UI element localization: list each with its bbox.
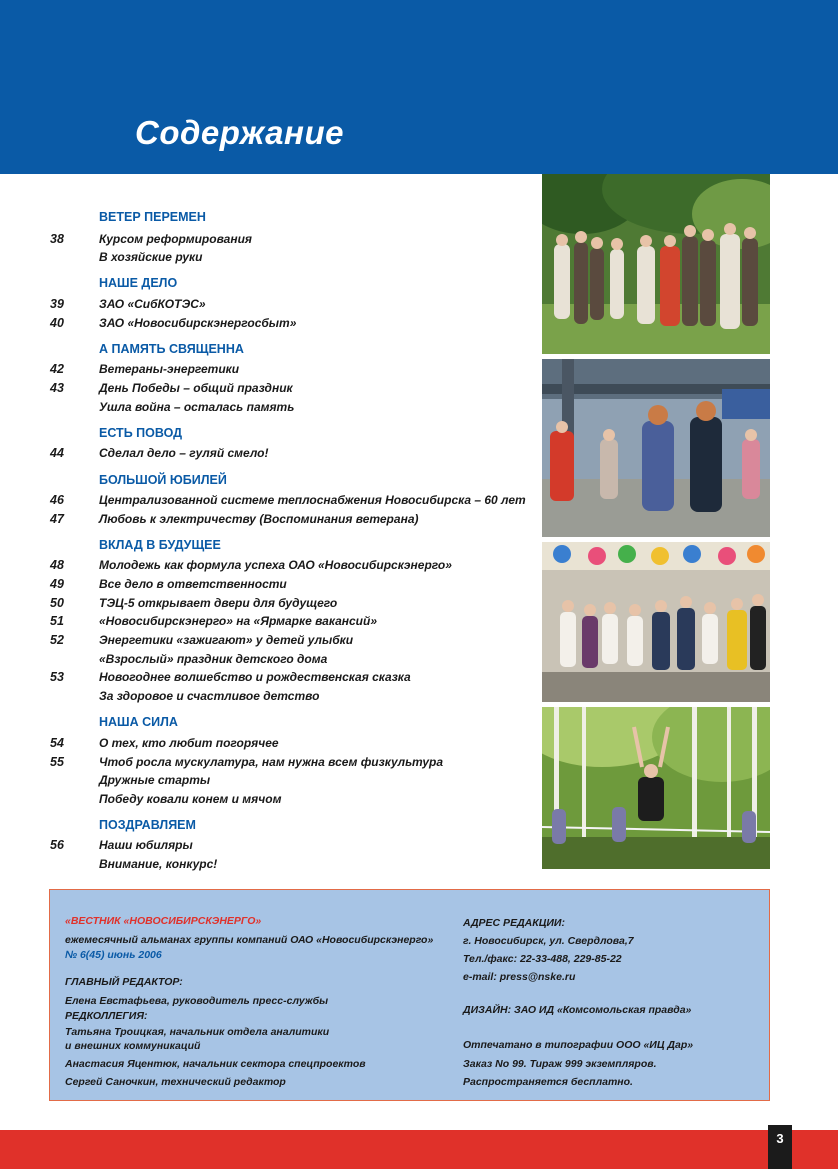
toc-entry-title: Победу ковали конем и мячом [99,792,282,806]
toc-entry-title: ТЭЦ-5 открывает двери для будущего [99,596,338,610]
toc-entry-title: Все дело в ответственности [99,577,287,591]
editorial-board-label: РЕДКОЛЛЕГИЯ: [65,1010,148,1022]
chief-editor: Елена Евстафьева, руководитель пресс-службы [65,995,329,1007]
toc-entry[interactable] [0,689,540,707]
toc-entry-title: Внимание, конкурс! [99,857,218,871]
victory-day-photo [542,359,770,537]
toc-entry[interactable] [0,446,540,464]
toc-entry[interactable] [0,792,540,810]
toc-section-heading: НАША СИЛА [99,715,178,729]
toc-entry-title: «Взрослый» праздник детского дома [99,652,328,666]
toc-entry[interactable] [0,316,540,334]
toc-entry[interactable] [0,558,540,576]
toc-section-heading: А ПАМЯТЬ СВЯЩЕННА [99,342,244,356]
toc-section-heading: ВКЛАД В БУДУЩЕЕ [99,538,221,552]
editorial-board-member: Татьяна Троицкая, начальник отдела аналитики [65,1026,330,1038]
toc-entry-title: Централизованной системе теплоснабжения Новосибирска – 60 лет [99,493,526,507]
toc-entry[interactable] [0,652,540,670]
toc-section-heading: ВЕТЕР ПЕРЕМЕН [99,210,206,224]
toc-entry-title: Ушла война – осталась память [99,400,295,414]
editorial-board-member: Анастасия Яцентюк, начальник сектора спецпроектов [65,1058,366,1070]
toc-entry[interactable] [0,250,540,268]
toc-entry[interactable] [0,857,540,875]
footer-bar [0,1130,838,1169]
toc-section-heading: ЕСТЬ ПОВОД [99,426,183,440]
toc-entry-title: Сделал дело – гуляй смело! [99,446,269,460]
toc-page-number: 46 [50,493,64,507]
toc-entry-title: Молодежь как формула успеха ОАО «Новосибирскэнерго» [99,558,452,572]
toc-entry[interactable] [0,736,540,754]
toc-entry-title: Чтоб росла мускулатура, нам нужна всем физкультура [99,755,444,769]
toc-entry[interactable] [0,232,540,250]
toc-section-heading: НАШЕ ДЕЛО [99,276,178,290]
phone: Тел./факс: 22-33-488, 229-85-22 [463,953,622,965]
issue-number: № 6(45) июнь 2006 [65,949,162,961]
toc-entry-title: Наши юбиляры [99,838,193,852]
magazine-name: «ВЕСТНИК «НОВОСИБИРСКЭНЕРГО» [65,915,262,927]
address-label: АДРЕС РЕДАКЦИИ: [463,917,565,929]
toc-page-number: 54 [50,736,64,750]
children-party-photo [542,542,770,702]
toc-page-number: 40 [50,316,64,330]
toc-entry[interactable] [0,773,540,791]
toc-entry[interactable] [0,838,540,856]
toc-page-number: 55 [50,755,64,769]
toc-page-number: 42 [50,362,64,376]
toc-entry-title: Ветераны-энергетики [99,362,240,376]
toc-entry[interactable] [0,297,540,315]
toc-entry[interactable] [0,362,540,380]
toc-page-number: 38 [50,232,64,246]
toc-entry-title: Любовь к электричеству (Воспоминания ветерана) [99,512,419,526]
toc-entry-title: «Новосибирскэнерго» на «Ярмарке вакансий» [99,614,378,628]
printing-house: Отпечатано в типографии ООО «ИЦ Дар» [463,1039,694,1051]
chief-editor-label: ГЛАВНЫЙ РЕДАКТОР: [65,976,183,988]
toc-entry-title: ЗАО «СибКОТЭС» [99,297,206,311]
toc-entry[interactable] [0,381,540,399]
page-title: Содержание [135,114,344,151]
header-banner [0,0,838,174]
veterans-group-photo [542,174,770,354]
distribution-note: Распространяется бесплатно. [463,1076,633,1088]
print-run: Заказ No 99. Тираж 999 экземпляров. [463,1058,657,1070]
toc-entry-title: В хозяйские руки [99,250,203,264]
sports-forest-photo [542,707,770,869]
toc-entry[interactable] [0,614,540,632]
toc-page-number: 56 [50,838,64,852]
editorial-board-member: Сергей Саночкин, технический редактор [65,1076,286,1088]
toc-page-number: 48 [50,558,64,572]
toc-entry-title: Энергетики «зажигают» у детей улыбки [99,633,354,647]
toc-entry[interactable] [0,670,540,688]
toc-page-number: 53 [50,670,64,684]
imprint-box [49,889,770,1101]
editorial-board-member-continued: и внешних коммуникаций [65,1040,201,1052]
email: e-mail: press@nske.ru [463,971,576,983]
toc-section-heading: БОЛЬШОЙ ЮБИЛЕЙ [99,473,227,487]
toc-page-number: 43 [50,381,64,395]
toc-page-number: 51 [50,614,64,628]
toc-page-number: 47 [50,512,64,526]
toc-entry[interactable] [0,577,540,595]
toc-entry[interactable] [0,596,540,614]
toc-entry[interactable] [0,755,540,773]
toc-entry-title: День Победы – общий праздник [99,381,293,395]
address: г. Новосибирск, ул. Свердлова,7 [463,935,634,947]
toc-entry-title: О тех, кто любит погорячее [99,736,279,750]
toc-entry[interactable] [0,400,540,418]
toc-entry-title: Новогоднее волшебство и рождественская сказка [99,670,411,684]
toc-page-number: 39 [50,297,64,311]
toc-entry-title: За здоровое и счастливое детство [99,689,320,703]
toc-entry[interactable] [0,512,540,530]
toc-page-number: 50 [50,596,64,610]
page-number: 3 [768,1125,792,1169]
toc-page-number: 52 [50,633,64,647]
toc-entry-title: ЗАО «Новосибирскэнергосбыт» [99,316,297,330]
toc-entry[interactable] [0,493,540,511]
toc-entry-title: Курсом реформирования [99,232,252,246]
toc-page-number: 49 [50,577,64,591]
toc-entry[interactable] [0,633,540,651]
design-credit: ДИЗАЙН: ЗАО ИД «Комсомольская правда» [463,1004,692,1016]
toc-entry-title: Дружные старты [99,773,211,787]
toc-section-heading: ПОЗДРАВЛЯЕМ [99,818,196,832]
toc-page-number: 44 [50,446,64,460]
magazine-description: ежемесячный альманах группы компаний ОАО «Новосибирскэнерго» [65,934,434,946]
